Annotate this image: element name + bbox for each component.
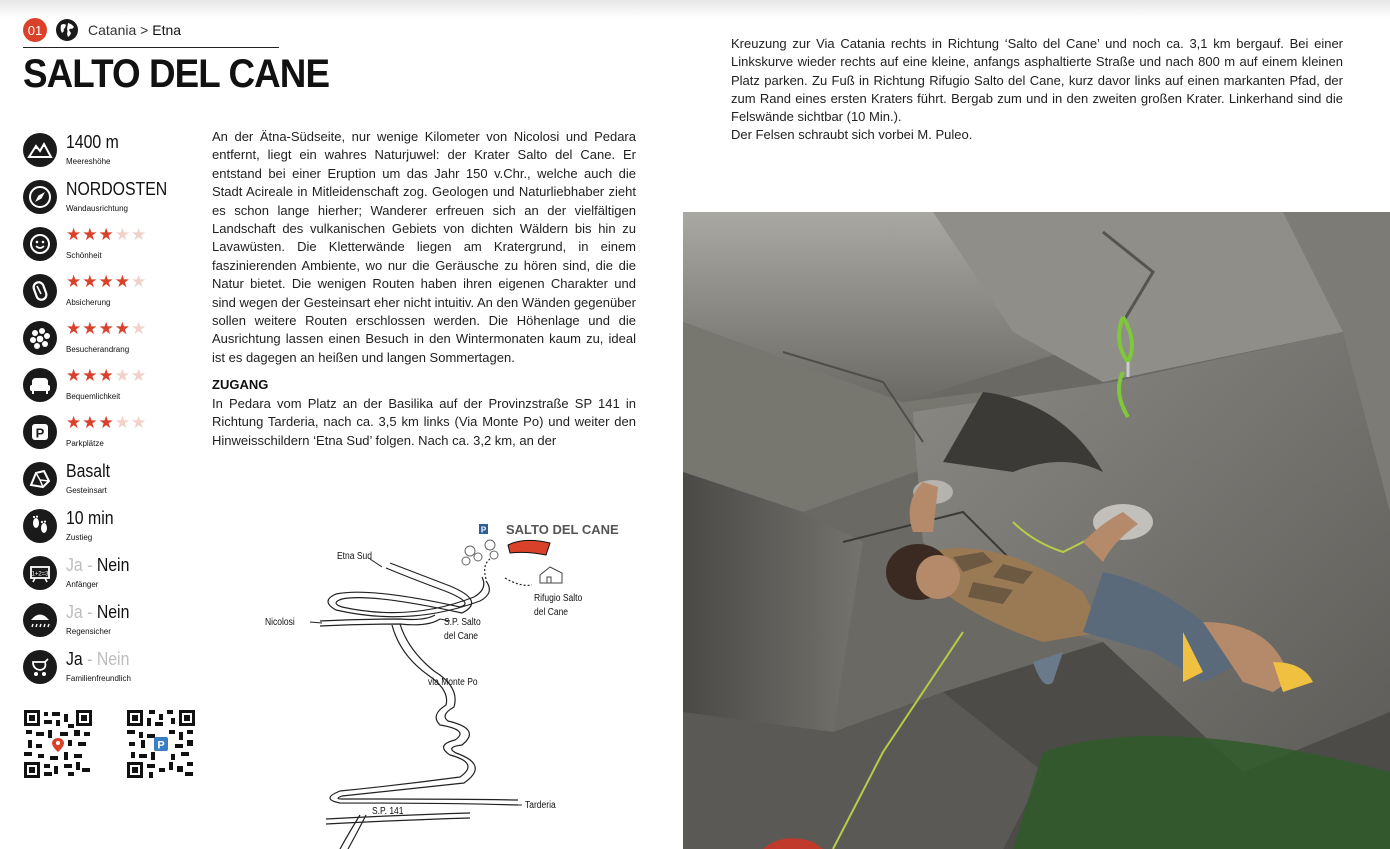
star-empty-icon: ★ [114,225,131,245]
top-shadow [0,0,1390,18]
map-label-rifugio-1: Rifugio Salto [534,593,583,604]
rating-stars [66,225,147,245]
map-title: SALTO DEL CANE [506,522,619,537]
option-separator: - [82,555,97,575]
access-paragraph-part2: Kreuzung zur Via Catania rechts in Richtung ‘Salto del Cane’ und noch ca. 3,1 km bergauf. Bei einer Linkskurve wieder rechts auf eine kleine, anfangs asphaltierte Straße und nach 800 m auf einem kleinen Platz parken. Zu Fuß in Richtung Rifugio Salto del Cane, kurz davor links auf einen markanten Pfad, der zum Rand eines ersten Kraters führt. Bergab zum und in den zweiten großen Krater. Linkerhand sind die Felswände sichtbar (10 Min.). [731,36,1343,125]
fact-value: 1400 m [66,132,119,152]
star-empty-icon: ★ [114,413,131,433]
globe-icon [55,18,79,42]
map-label-sp141: S.P. 141 [372,806,404,817]
fact-value: NORDOSTEN [66,179,168,199]
fact-value: 10 min [66,508,114,528]
option-no: Nein [96,555,130,575]
map-label-rifugio-2: del Cane [534,607,569,618]
star-empty-icon: ★ [131,366,148,386]
star-empty-icon: ★ [131,272,148,292]
fact-protection [23,272,203,312]
breadcrumb [23,17,181,43]
star-empty-icon: ★ [131,225,148,245]
star-filled-icon: ★ [98,366,115,386]
mountain-icon [23,133,57,167]
carabiner-icon [23,274,57,308]
rating-stars [66,413,147,433]
header-rule [23,47,279,48]
rock-icon [23,462,57,496]
map-label-sp-salto-2: del Cane [444,631,479,642]
fact-yes-no [66,555,129,576]
breadcrumb-area[interactable]: Etna [152,22,182,38]
fact-crowd [23,319,203,359]
star-filled-icon: ★ [66,225,83,245]
smiley-icon [23,227,57,261]
star-filled-icon: ★ [66,319,83,339]
rating-stars [66,272,147,292]
access-paragraph-part1: In Pedara vom Platz an der Basilika auf der Provinzstraße SP 141 in Richtung Tarderia, nach ca. 3,5 km links (Via Monte Po) und weiter den Hinweisschildern ‘Etna Sud’ folgen. Nach ca. 3,2 km, an der [212,396,636,448]
star-filled-icon: ★ [98,272,115,292]
fact-value: Basalt [66,461,111,481]
map-label-etna-sud: Etna Sud [337,551,372,562]
fact-label: Wandausrichtung [66,204,128,213]
rain-icon [23,603,57,637]
map-label-sp-salto-1: S.P. Salto [444,617,481,628]
breadcrumb-region[interactable]: Catania [88,22,137,38]
compass-icon [23,180,57,214]
footprints-icon [23,509,57,543]
option-no: Nein [96,649,130,669]
star-filled-icon: ★ [66,366,83,386]
fact-label: Gesteinsart [66,486,107,495]
svg-text:P: P [35,425,45,441]
option-separator: - [82,649,97,669]
rating-stars [66,366,147,386]
fact-approach [23,507,203,547]
star-filled-icon: ★ [98,225,115,245]
fact-label: Besucherandrang [66,345,130,354]
fact-label: Absicherung [66,298,111,307]
breadcrumb-text [88,22,181,38]
fact-rainproof [23,601,203,641]
star-filled-icon: ★ [66,413,83,433]
fact-yes-no [66,649,129,670]
parking-icon [23,415,57,449]
qr-code-location[interactable] [24,710,92,778]
fact-parking [23,413,203,453]
star-filled-icon: ★ [82,225,99,245]
option-no: Nein [96,602,130,622]
fact-label: Bequemlichkeit [66,392,121,401]
option-yes: Ja [66,555,83,575]
fact-beginner [23,554,203,594]
photo-caption: Der Felsen schraubt sich vorbei M. Puleo. [731,127,973,142]
breadcrumb-separator: > [140,22,149,38]
star-filled-icon: ★ [114,272,131,292]
fact-comfort [23,366,203,406]
star-empty-icon: ★ [131,413,148,433]
climbing-photo [683,212,1390,849]
map-label-nicolosi: Nicolosi [265,617,295,628]
beginner-icon [23,556,57,590]
fact-label: Regensicher [66,627,111,636]
fact-beauty [23,225,203,265]
star-filled-icon: ★ [98,413,115,433]
star-filled-icon: ★ [82,272,99,292]
fact-altitude [23,131,203,171]
star-empty-icon: ★ [131,319,148,339]
fact-label: Schönheit [66,251,102,260]
intro-paragraph: An der Ätna-Südseite, nur wenige Kilometer von Nicolosi und Pedara entfernt, liegt ein wahres Naturjuwel: der Krater Salto del Cane. Er entstand bei einer Eruption um das Jahr 150 v.Chr., welche auch die Stadt Acireale in Mitleidenschaft zog. Geologen und Naturliebhaber zieht es schon lange hierher; Wanderer erfreuen sich an der vielfältigen Landschaft des vulkanischen Gebiets von dichten Wäldern bis hin zu Lavawüsten. Die Kletterwände liegen am Kratergrund, in einem faszinierenden Ambiente, wo nur die Geräusche zu hören sind, die die Natur bietet. Die wenigen Routen haben ihren eigenen Charakter und sind wegen der Gesteinsart eher nicht intuitiv. An den Wänden gegenüber sollen weitere Routen erschlossen werden. Die Höhenlage und die Ausrichtung lassen einen Besuch in den Wintermonaten kaum zu, ideal ist es dagegen an heißen und langen Sommertagen. [212,129,636,365]
fact-yes-no [66,602,129,623]
crowd-icon [23,321,57,355]
page-title: SALTO DEL CANE [23,52,330,96]
star-filled-icon: ★ [82,413,99,433]
fact-label: Parkplätze [66,439,104,448]
svg-text:P: P [480,525,487,535]
star-empty-icon: ★ [114,366,131,386]
svg-text:P: P [157,739,165,752]
star-filled-icon: ★ [66,272,83,292]
star-filled-icon: ★ [114,319,131,339]
option-separator: - [82,602,97,622]
fact-family [23,648,203,688]
option-yes: Ja [66,649,83,669]
fact-rock [23,460,203,500]
option-yes: Ja [66,602,83,622]
fact-label: Anfänger [66,580,99,589]
rating-stars [66,319,147,339]
route-number-badge: 01 [23,18,47,42]
map-label-tarderia: Tarderia [525,800,556,811]
access-heading: ZUGANG [212,377,269,392]
fact-label: Meereshöhe [66,157,111,166]
parking-icon [154,737,168,752]
fact-label: Familienfreundlich [66,674,131,683]
fact-orientation [23,178,203,218]
armchair-icon [23,368,57,402]
qr-code-parking[interactable] [127,710,195,778]
approach-map [250,515,630,849]
star-filled-icon: ★ [82,366,99,386]
stroller-icon [23,650,57,684]
star-filled-icon: ★ [82,319,99,339]
svg-text:1+2=3: 1+2=3 [31,571,49,578]
map-label-via-monte-po: via Monte Po [428,677,478,688]
fact-label: Zustieg [66,533,93,542]
star-filled-icon: ★ [98,319,115,339]
